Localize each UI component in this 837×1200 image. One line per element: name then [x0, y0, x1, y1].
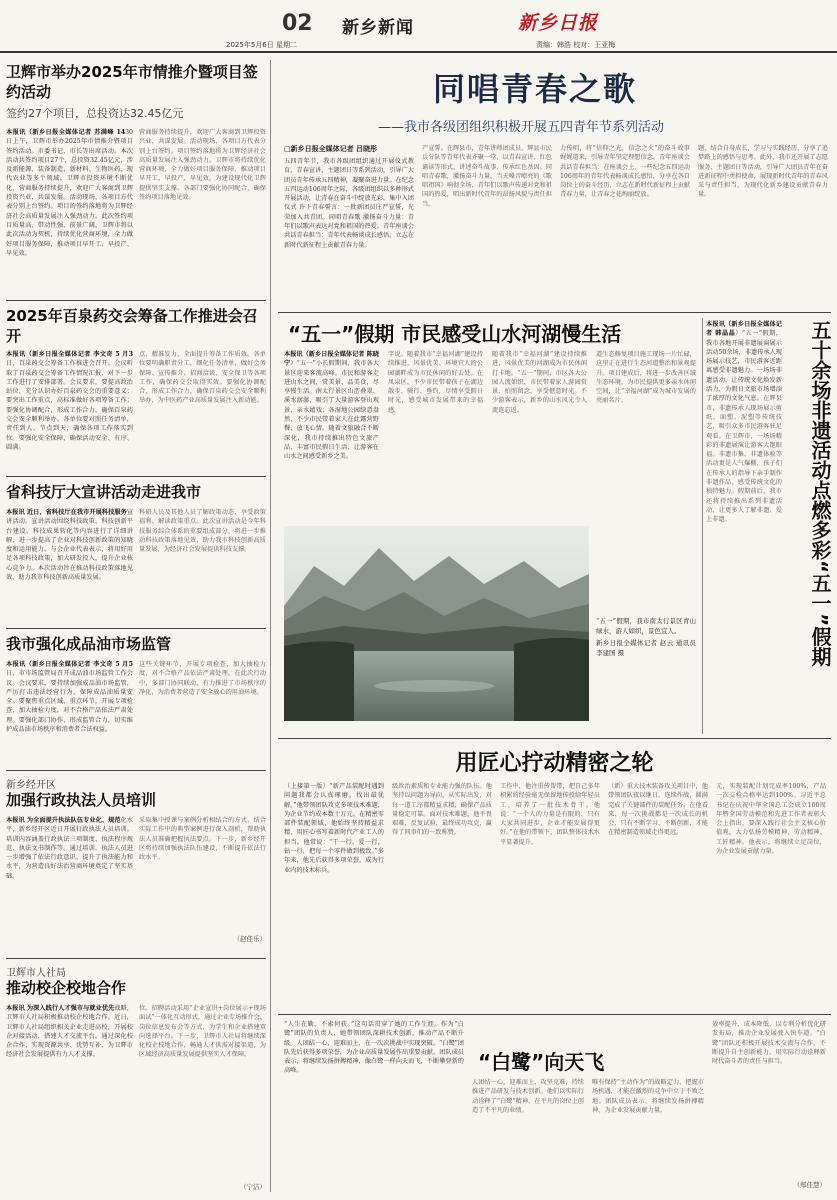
- article-lead: 本报讯（新乡日报全媒体记者 陈晓宁: [284, 351, 379, 368]
- article-body: （上接第一版）“新产品装配时遇到问题我都会认真琢磨，找出最优解。”他带领团队攻克多项技术难题，为企业节约成本数十万元。在精密零部件装配领域，他始终坚持精益求精，用匠心书写着新时代产业工人的担当。他常说：“干一行，爱一行，钻一行，把每一个零件做到极致。”多年来，他先后获得多项荣誉，成为行业内的技术标兵。: [284, 783, 384, 874]
- article-text-col-1: [6, 350, 133, 480]
- article-title: 卫辉市举办2025年市情推介暨项目签约活动: [6, 63, 258, 101]
- article-title: 五十余场非遗活动点燃多彩“五一”假期: [808, 320, 832, 667]
- article-title: 我市强化成品油市场监管: [6, 635, 172, 653]
- feature-title: 同唱青春之歌: [433, 70, 638, 108]
- article-craftsman: [278, 742, 831, 1010]
- article-text-col-5: 元，实现装配计划完成率100%，产品一次交检合格率达到100%。习近平总书记在庆祝中华全国总工会成立100周年暨全国劳动模范和先进工作者表彰大会上指出，要深入践行社会主义核心价值观，大力弘扬劳模精神、劳动精神、工匠精神。他表示，将继续立足岗位，为企业发展贡献力量。: [716, 783, 826, 856]
- article-byline: （赵佳乐）: [233, 935, 266, 943]
- left-column-divider: [270, 60, 271, 1192]
- article-text-col-2: 位。招聘活动采用“企业宣讲+岗位展示+现场面试”一体化互动形式，通过企业专场推介会、岗位信息发布会等方式，为学生和企业搭建双向选择平台。下一步，卫辉市人社局将继续深化校企校地合作，畅通人才供需对接渠道，为区域经济高质量发展提供坚实人才保障。 （宁洁）: [139, 1005, 266, 1191]
- article-text-col-3: 工作中，他注重传帮带，把自己多年积累的经验毫无保留地传授给年轻员工，培养了一批技术骨干。他说：“一个人的力量是有限的，只有大家共同进步，企业才能发展得更好。”在他的带领下，团队整体技术水平显著提升。: [500, 783, 600, 846]
- issue-date: 2025年5月6日 星期二: [226, 41, 297, 49]
- article-text-col-1: [6, 508, 133, 616]
- article-text-col-1: [284, 782, 384, 1007]
- article-kicker: 新乡经开区: [6, 780, 56, 791]
- feature-byline: □新乡日报全媒体记者 吕晓彤: [284, 145, 378, 153]
- article-text-col-2: 级政治素质和专业能力强的队伍。他坚持以问题为导向，从实际出发，对每一道工序都精益求精，确保产品质量稳定可靠。面对技术难题，他不畏艰难，反复试验，最终成功攻克，赢得了同事们的一致称赞。: [392, 783, 492, 837]
- article-lead: 本报讯（新乡日报全媒体记者 李文奇 5 月5: [6, 661, 133, 668]
- article-title: 加强行政执法人员培训: [6, 791, 157, 809]
- article-title: 推动校企校地合作: [6, 979, 127, 997]
- article-medicine-fair: [6, 306, 266, 466]
- divider: [6, 476, 266, 477]
- article-body: “人生在勤，不索何获。”这句话贯穿了她的工作生涯。作为“白鹭”团队的负责人，她带领团队深耕技术创新，推动产品不断升级。人团结一心，迎难而上，在一次次挑战中实现突破。“白鹭”团队先后获得多项荣誉，为企业高质量发展作出重要贡献。团队成员表示，将继续发扬拼搏精神，像白鹭一样向天而飞，不断攀登新的高峰。: [284, 1021, 464, 1075]
- article-egret-team: [278, 1016, 831, 1196]
- article-holiday-leisure: [278, 316, 698, 736]
- article-intangible-heritage: [706, 318, 832, 734]
- section-title: 新乡新闻: [342, 18, 414, 38]
- divider: [6, 770, 266, 771]
- article-body: 日，市市场监管局召开成品油市场监管工作会议。会议要求，要持续加强成品油市场监管，严厉打击违法经营行为，保障成品油质量安全。要聚焦重点区域、重点环节，开展专项检查，加大抽检力度，对不合格产品依法严肃处理。要强化部门协作，形成监管合力，切实维护成品油市场秩序和消费者合法权益。: [6, 670, 133, 734]
- article-subtitle: 签约27个项目，总投资达32.45亿元: [6, 107, 184, 120]
- landscape-photo: [284, 526, 589, 721]
- article-text-col-1: [6, 660, 133, 758]
- article-body: ）“五一”假期，我市各地开展非遗展演展示活动50余场，非遗传承人现场展示技艺，市民游客近距离感受非遗魅力。一场场非遗活动，让传统文化焕发新活力，为假日文旅市场增添了浓厚的文化气息。: [706, 330, 783, 403]
- article-text-col-3: 唯有保持“主动作为”的战略定力，把握市场机遇，才能在激烈的竞争中立于不败之地。团队成员表示，将继续发扬拼搏精神，为企业发展贡献力量。: [592, 1079, 704, 1114]
- editors-credit: 责编：韩浩 校对：王亚梅: [536, 41, 616, 49]
- photo-caption-block: [596, 616, 699, 726]
- newspaper-logo: 新乡日报: [518, 12, 599, 34]
- article-oil-market: [6, 634, 266, 764]
- feature-youth-day: [278, 58, 831, 308]
- article-city-promotion: [6, 62, 266, 292]
- divider: [278, 738, 831, 739]
- divider: [278, 1014, 831, 1015]
- article-body: 30 日上午，卫辉市举办2025年市情推介暨项目签约活动。市委书记、市长等出席活动。本次活动共签约项目27个，总投资32.45亿元，涉及新能源、装备制造、新材料、生物医药、现代农业等多个领域。卫辉市投资环境不断优化，营商服务持续提升，欢迎广大客商到卫辉投资兴业，共谋发展。活动现场，各项目方代表分别上台签约。项目的签约落地将为卫辉经济社会高质量发展注入强劲动力。此次签约项目质量高、带动性强、前景广阔，卫辉市将以此次活动为契机，持续优化营商环境，全力做好项目服务保障，推动项目早开工、早投产、早见效。: [6, 129, 135, 257]
- photo-caption: “五一”假期，我市南太行景区青山绿水，游人如织，景色宜人。: [596, 617, 696, 635]
- divider: [278, 312, 831, 313]
- article-lead: 本报讯（新乡日报全媒体记者 韩晶晶: [706, 321, 782, 338]
- article-lead: 本报讯 近日，省科技厅在我市开展科技服务: [6, 509, 127, 516]
- feature-text-col-1: [284, 157, 414, 302]
- divider: [6, 958, 266, 959]
- article-text-col-1: [6, 1004, 133, 1194]
- article-law-enforcement-training: [6, 776, 266, 952]
- page-number: 02: [282, 11, 313, 36]
- divider: [6, 628, 266, 629]
- feature-text-col-3: 力传唱，将“信仰之光，信念之火”的奋斗故事娓娓道来，引导青年坚定理想信念。青年座谈会 共话青春担当：在座谈会上，一些纪念五四运动106周年的青年代表畅谈成长感悟，分享在各自岗位上的奋斗经历，立志在新时代新征程上贡献青春力量，让青春之花绚丽绽放。: [560, 145, 692, 199]
- article-byline: （郑佳慧）: [793, 1181, 826, 1189]
- article-title: 2025年百泉药交会筹备工作推进会召开: [6, 307, 258, 345]
- article-text-col-1: [6, 128, 133, 288]
- article-body: 日，百泉药交会筹备工作推进会召开。会议听取了百泉药交会筹备工作情况汇报，对下一步工作进行了安排部署。会议要求，要提高政治站位，充分认识办好百泉药交会的重要意义；要突出工作重点，高标准做好各项筹备工作；要强化协调配合，形成工作合力，确保百泉药交会安全顺利举办。各单位要对照任务清单，责任到人、节点到天，确保各项工作落实到位。要强化安全保障，确保活动安全、有序、圆满。: [6, 360, 133, 451]
- article-lead: 本报讯 为全面提升执法队伍专业化、规范: [6, 817, 121, 824]
- article-body: 化水平，新乡经开区近日开展行政执法人员培训。培训内容涵盖行政执法三项制度、执法程序规范、执法文书制作等。通过培训，执法人员进一步增强了依法行政意识，提升了执法能力和水平，为营造良好法治营商环境奠定了坚实基础。: [6, 817, 134, 880]
- feature-subtitle: ——我市各级团组织积极开展五四青年节系列活动: [378, 120, 665, 135]
- article-text-col-1: [284, 350, 379, 520]
- article-text-col-3: 随着我市“幸福河湖”建设持续推进，风景优美的河湖成为市民休闲打卡地。“五一”期间，市区各大公园人流如织，市民带着家人游园赏景、拍照留念，享受惬意时光。不少游客表示，新乡的山水风光令人流连忘返。: [492, 351, 587, 414]
- article-text-col-1: [284, 1020, 464, 1192]
- column-divider: [702, 318, 703, 734]
- article-school-enterprise-cooperation: [6, 964, 266, 1196]
- article-text-col-4: 道生态修复项目施工现场一片忙碌，这里正在进行生态河道整治和景观提升。项目建成后，将进一步改善区域生态环境，为市民提供更多亲水休闲空间，让“幸福河湖”成为城市发展的亮丽名片。: [596, 351, 696, 405]
- article-title: 用匠心拧动精密之轮: [455, 751, 654, 776]
- article-body: 战略，卫辉市人社局积极推动校企校地合作。近日，卫辉市人社局组织相关企业走进高校，开展校企对接活动，搭建人才交流平台。通过深化校企合作，实现资源共享、优势互补，为卫辉市经济社会发展提供有力人才支撑。: [6, 1005, 133, 1059]
- article-science-lecture: [6, 482, 266, 622]
- article-text-col-2: 营商服务持续提升，欢迎广大客商到卫辉投资兴业，共谋发展。活动现场，各项目方代表分别上台签约。项目签约落地将为卫辉经济社会高质量发展注入强劲动力。卫辉市将持续优化营商环境，全力做好项目服务保障，推动项目早开工、早投产、早见效，为建设现代化卫辉提供坚实支撑。各部门要强化协同配合，确保签约项目落地见效。: [139, 129, 266, 202]
- article-text-col-4: （新）重大技术装备攻关项目中，他带领团队夜以继日、连续作战，圆满完成了关键部件的装配任务。在他看来，每一次挑战都是一次成长的机会，只有不断学习、不断创新，才能在精密制造领域走得更远。: [608, 783, 708, 837]
- article-lead: 本报讯（新乡日报全媒体记者 李文奇 5 月3: [6, 351, 133, 358]
- article-kicker: 卫辉市人社局: [6, 968, 66, 979]
- article-text-col-2: 科研人员及其他人员了解政策动态、享受政策福利、解读政策重点。此次宣讲活动是今年科技服务综合体系的重要组成部分，将进一步推动科技政策落地见效，助力我市科技创新高质量发展，为经济社会发展提供科技支撑。: [139, 509, 266, 554]
- article-lead: 本报讯 为深入践行人才强市与就业优先: [6, 1005, 115, 1012]
- article-title: “五一”假期 市民感受山水河湖慢生活: [288, 322, 622, 346]
- article-text-col-2: 采取集中授课与案例分析相结合的方式，结合实际工作中的典型案例进行深入剖析，帮助执法人员准确把握执法要点。下一步，新乡经开区将持续加强执法队伍建设，不断提升依法行政水平。 （赵佳乐）: [139, 817, 266, 943]
- feature-text-col-2: 产宣誓。在辉县市，青年讲师团成员、辉县市民兵分队等青年代表齐聚一堂，以青春宣讲、红色诵读等形式，讲述奋斗故事、传承红色基因。同唱青春歌，激扬奋斗力量。当天嗓音嘹亮的《歌唱祖国》响彻全场，青年们以歌声传递对党和祖国的热爱，唱出新时代青年的昂扬风貌与责任担当。: [422, 145, 552, 208]
- article-body: ）“五一”小长假期间，我市各大景区迎来客流高峰。市民和游客走进山水之间，赏美景、品美食，尽享慢生活。南太行景区山峦叠翠、溪水潺潺，吸引了大量游客登山观景、亲水嬉戏；各湿地公园绿意盎然，不少市民带着家人在此露营野餐、放飞心情。随着文旅融合不断深化，我市持续推出特色文旅产品，丰富市民假日生活，让游客在山水之间感受新乡之美。: [284, 360, 380, 461]
- article-text-col-2: 点、精准发力，全面提升筹备工作质效。各单位要明确职责分工，细化任务清单，做好会务保障、宣传推介、招商洽谈、安全保卫等各项工作，确保药交会取得实效。要强化协调配合，形成工作合力，确保百泉药交会安全顺利举办，为中医药产业高质量发展注入新动能。: [139, 351, 266, 405]
- divider: [6, 300, 266, 301]
- masthead-divider: [0, 51, 837, 53]
- article-text-col-1: [6, 816, 133, 946]
- article-byline: （宁洁）: [240, 1183, 266, 1191]
- article-text: 本报讯（新乡日报全媒体记者 韩晶晶）“五一”假期，我市各地开展非遗展演展示活动50余场，非遗传承人现场展示技艺，市民游客近距离感受非遗魅力。一场场非遗活动，让传统文化焕发新活力，为假日文旅市场增添了浓厚的文化气息。在辉县市，非遗传承人现场展示剪纸、面塑、泥塑等传统技艺，吸引众多市民游客驻足观看。在卫辉市，一场场精彩的非遗展演让游客大饱眼福。非遗市集、非遗体验等活动更是人气爆棚，孩子们在传承人的指导下亲手制作非遗作品，感受传统文化的独特魅力。假期前后，我市还将持续推出系列非遗活动，让更多人了解非遗、爱上非遗。: [706, 321, 783, 524]
- feature-text-col-4: 题，结合自身成长，学习与实践经历，分享了追梦路上的感悟与思考。此外，我市还开展了志愿服务、主题团日等活动，引导广大团员青年在奋进新征程中勇担使命，展现新时代青年的青春风采与责任担当，为现代化新乡建设贡献青春力量。: [698, 145, 828, 199]
- feature-body: 五四青年节，我市各级团组织通过开展仪式教育、青春宣讲、主题团日等系列活动，引导广大团员青年传承五四精神，凝聚奋进力量。在纪念五四运动106周年之际，各级团组织以多种形式开展活动，让青春在奋斗中绽放光彩。集中入团仪式 许下青春誓言：一批新团员庄严宣誓，光荣加入共青团。同唱青春歌 激扬奋斗力量：青年们以歌声表达对党和祖国的热爱。青年座谈会 共话青春担当：青年代表畅谈成长感悟，立志在新时代新征程上贡献青春力量。: [284, 158, 416, 249]
- article-text-col-2: 人团结一心，迎难而上，攻坚克难，持续推进产品研发与技术创新。他们以实际行动诠释了“白鹭”精神，在平凡的岗位上创造了不平凡的业绩。: [472, 1079, 584, 1114]
- article-body: 宣讲活动。宣讲活动围绕科技政策、科技创新平台建设、科技成果转化等内容进行了详细讲解，进一步提高了企业对科技创新政策的知晓度和运用能力。与会企业代表表示，将用好用足各项科技政策，加大研发投入，提升企业核心竞争力。本次活动旨在推动科技政策落地见效，助力我市科技创新高质量发展。: [6, 509, 133, 582]
- photo-credit: 新乡日报全媒体记者 赵云 通讯员 李建国 摄: [596, 639, 699, 657]
- article-title: “白鹭”向天飞: [478, 1050, 605, 1074]
- article-title: 省科技厅大宣讲活动走进我市: [6, 483, 202, 501]
- article-text-col-2: 这些关键环节，开展专项检查，加大抽检力度，对不合格产品依法严肃处理。在此次行动中，多部门协同联动，有力推进了市场秩序的净化，为消费者营造了安全放心的用油环境。: [139, 661, 266, 696]
- article-lead: 本报讯（新乡日报全媒体记者 苏满峰 14: [6, 129, 126, 136]
- article-text-col-4: 效率提升、成本降低，以专利分析优化研发布局，推动企业发展驶入快车道。“白鹭”团队还积极开展技术交流与合作，不断提升自主创新能力，用实际行动诠释新时代奋斗者的责任与担当。 （郑佳慧）: [712, 1021, 826, 1189]
- article-text-col-2: 字说。随着我市“幸福河湖”建设持续推进，风景优美、环境宜人的公园湖畔成为市民休闲的好去处。在凤泉区，不少市民带着孩子在湖边散步、骑行、垂钓，尽情享受假日时光，感受城市发展带来的幸福感。: [388, 351, 483, 414]
- masthead: [0, 0, 837, 52]
